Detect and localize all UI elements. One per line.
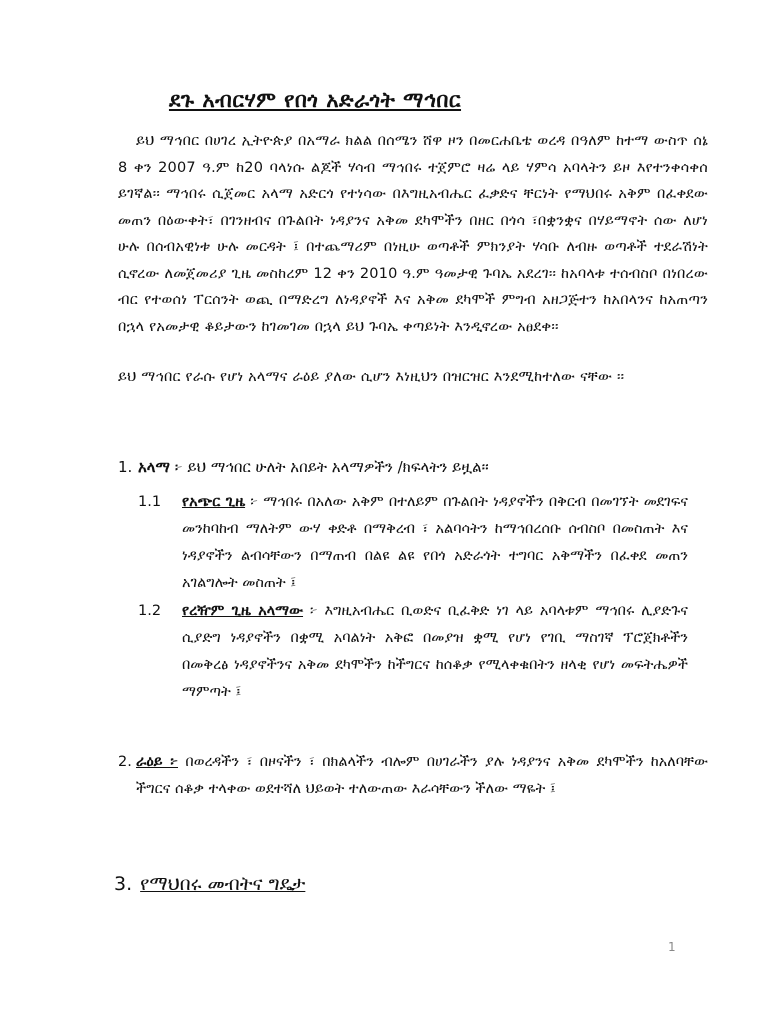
long-term-text: ፦ እግዚአብሔር ቢወድና ቢፈቅድ ነገ ላይ አባላቱም ማኅበሩ ሊያድጉና ሲያድግ ነዳያኖችን በቋሚ አባልነት አቅፎ በመያዝ ቋሚ የሆነ የገቢ ማስገኛ ፕሮጀክቶችን በመቅረፅ ነዳያኖችንና አቅመ ደካሞችን ከችግርና ከሰቆቃ የሚላቀቁበትን ዘላቂ የሆነ መፍትሔዎች ማምጣት ፤ (182, 603, 688, 700)
short-term-text: ፦ ማኅበሩ በአለው አቅም በተለይም በጉልበት ነዳያኖችን በቅርብ በመገኘት መደገፍና መንከባከብ ማለትም ውሃ ቀድቶ በማቅረብ ፣ አልባሳትን ከማኅበረሰቡ ሰብስቦ በመስጠት እና ነዳያኖችን ልብሳቸውን በማጠብ በልዩ ልዩ የበጎ አድራጎት ተግባር አቅማችን በፈቀደ መጠን አገልግሎት መስጠት ፤ (182, 494, 688, 591)
list-number: 2. (118, 754, 132, 770)
page-number: 1 (668, 940, 676, 954)
sublist-item-long-term (138, 598, 688, 706)
sublist-item-short-term (138, 489, 688, 597)
vision-label: ራዕይ ፦ (136, 754, 179, 770)
list-number: 3. (114, 873, 133, 895)
rights-duties-heading: የማህበሩ መብትና ግዴታ (140, 873, 306, 895)
second-paragraph: ይህ ማኅበር የራሱ የሆነ አላማና ራዕይ ያለው ሲሆን እነዚህን በዝርዝር እንደሚከተለው ናቸው ፡፡ (118, 369, 625, 385)
list-item-vision (118, 749, 708, 802)
intro-paragraph: ይህ ማኅበር በሀገረ ኢትዮጵያ በአማራ ክልል በሰሜን ሸዋ ዞን በመርሐቤቴ ወረዳ በዓለም ከተማ ውስጥ ሰኔ 8 ቀን 2007 ዓ.ም ከ20 ባላነሱ ልጆች ሃሳብ ማኅበሩ ተጀምሮ ዛሬ ላይ ሃምሳ አባላትን ይዞ እየተንቀሳቀሰ ይገኛል፡፡ ማኅበሩ ሲጀመር አላማ አድርጎ የተነሳው በእግዚአብሔር ፈቃድና ቸርነት የማህበሩ አቅም በፈቀደው መጠን በዕውቀት፣ በገንዘብና በጉልበት ነዳያንና አቅመ ደካሞችን በዘር በጎሳ ፣በቋንቋና በሃይማኖት ሰው ለሆነ ሁሉ በሰብአዊነቱ ሁሉ መርዳት ፤ በተጨማሪም በነዚሁ ወጣቶች ምክንያት ሃሳቡ ለብዙ ወጣቶች ተደራሽነት ሲኖረው ለመጀመሪያ ጊዜ መስከረም 12 ቀን 2010 ዓ.ም ዓመታዊ ጉባኤ አደረገ፡፡ ከአባላቱ ተሰብስቦ በነበረው ብር የተወሰነ ፐርሰንት ወጪ በማድረግ ለነዳያኖች እና አቅመ ደካሞች ምግብ አዘጋጅተን ከአበላንና ከአጠጣን በኋላ የአመታዊ ቆይታውን ከገመገመ በኋላ ይህ ጉባኤ ቀጣይነት እንዲኖረው አፀደቀ፡፡ (118, 133, 708, 335)
sublist-number: 1.1 (138, 494, 162, 510)
goals-label: አላማ (138, 458, 170, 476)
list-item-rights-duties (114, 873, 305, 895)
list-item-goals (118, 454, 489, 480)
goals-text: ፦ ይህ ማኅበር ሁለት አበይት አላማዎችን /ክፍላትን ይዟል፡፡ (169, 458, 489, 476)
list-number: 1. (118, 458, 133, 476)
vision-text: በወረዳችን ፣ በዞናችን ፣ በክልላችን ብሎም በሀገራችን ያሉ ነዳያንና አቅመ ደካሞችን ከአለባቸው ችግርና ሰቆቃ ተላቀው ወደተሻለ ህይወት ተለውጠው እራሳቸውን ችለው ማዬት ፤ (136, 754, 708, 797)
long-term-label: የረዥም ጊዜ አላማው (182, 603, 304, 619)
sublist-number: 1.2 (138, 603, 162, 619)
document-title: ደጉ አብርሃም የበጎ አድራጎት ማኅበር (168, 88, 462, 112)
short-term-label: የአጭር ጊዜ (182, 494, 246, 510)
